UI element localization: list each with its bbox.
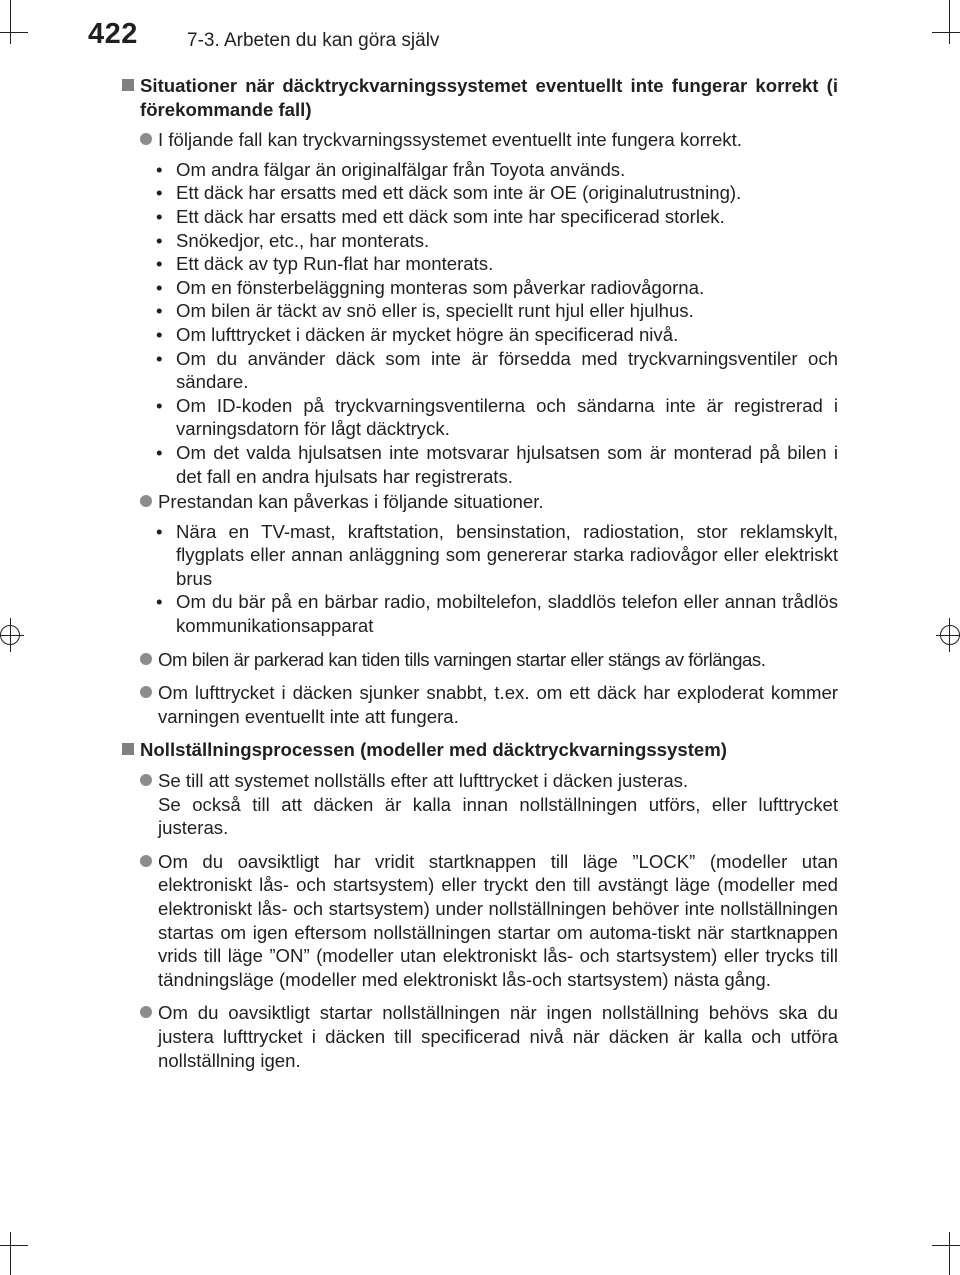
- paragraph: [122, 490, 838, 514]
- list-item: • Om bilen är täckt av snö eller is, speciellt runt hjul eller hjulhus.: [156, 300, 694, 322]
- crop-mark: [10, 1232, 11, 1275]
- list-item: • Om det valda hjulsatsen inte motsvarar hjulsatsen som är monterad på bilen i det fall en andra hjulsats har registrerats.: [156, 441, 838, 487]
- crop-mark: [949, 0, 950, 44]
- page-number: 422: [88, 18, 138, 50]
- crop-mark: [0, 635, 24, 636]
- list-item: • Om ID-koden på tryckvarningsventilerna och sändarna inte är registrerad i varningsdatorn för lågt däcktryck.: [156, 394, 838, 440]
- crop-mark: [0, 1245, 28, 1246]
- paragraph-text: Prestandan kan påverkas i följande situationer.: [158, 491, 544, 513]
- crop-mark: [10, 618, 11, 652]
- square-bullet-icon: [122, 743, 134, 755]
- crop-mark: [949, 1232, 950, 1275]
- paragraph-text: Om bilen är parkerad kan tiden tills varningen startar eller stängs av förlängas.: [158, 648, 766, 670]
- circle-bullet-icon: [140, 653, 152, 665]
- circle-bullet-icon: [140, 855, 152, 867]
- paragraph: [122, 648, 838, 672]
- paragraph-text: I följande fall kan tryckvarningssystemet eventuellt inte fungera korrekt.: [158, 129, 742, 151]
- list-item: • Ett däck har ersatts med ett däck som inte är OE (originalutrustning).: [156, 182, 742, 204]
- page-content: [122, 74, 838, 1072]
- circle-bullet-icon: [140, 133, 152, 145]
- paragraph-text: Om du oavsiktligt startar nollställningen när ingen nollställning behövs ska du justera lufttrycket i däcken till specificerad nivå när däcken är kalla och utföra nollställning igen.: [158, 1002, 838, 1071]
- circle-bullet-icon: [140, 1006, 152, 1018]
- paragraph-text: Se till att systemet nollställs efter att lufttrycket i däcken justeras.: [158, 770, 689, 792]
- square-bullet-icon: [122, 79, 134, 91]
- crop-mark: [936, 635, 960, 636]
- circle-bullet-icon: [140, 686, 152, 698]
- crop-mark: [949, 618, 950, 652]
- paragraph-text: Om lufttrycket i däcken sjunker snabbt, t.ex. om ett däck har exploderat kommer varningen eventuellt inte att fungera.: [158, 682, 838, 727]
- circle-bullet-icon: [140, 774, 152, 786]
- list-item: • Om du använder däck som inte är försedda med tryckvarningsventiler och sändare.: [156, 347, 838, 393]
- crop-mark: [10, 0, 11, 44]
- paragraph: [122, 769, 838, 840]
- list-item: • Om du bär på en bärbar radio, mobiltelefon, sladdlös telefon eller annan trådlös kommunikationsapparat: [156, 591, 838, 637]
- crop-mark: [932, 32, 960, 33]
- section-heading-tpms-malfunction: [122, 74, 838, 121]
- list-item: • Ett däck har ersatts med ett däck som inte har specificerad storlek.: [156, 205, 725, 227]
- crop-mark: [932, 1245, 960, 1246]
- paragraph: [122, 850, 838, 992]
- list-item: • Ett däck av typ Run-flat har monterats.: [156, 253, 494, 275]
- list-item: • Om en fönsterbeläggning monteras som påverkar radiovågorna.: [156, 276, 705, 298]
- section-heading-reset-process: [122, 738, 838, 762]
- paragraph: [122, 1001, 838, 1072]
- paragraph-text: Om du oavsiktligt har vridit startknappen till läge ”LOCK” (modeller utan elektroniskt lås- och startsystem) eller tryckt den till avstängt läge (modeller med elektroniskt lås- och startsystem) under nollställningen behöver inte nollställningen startas om igen eftersom nollställningen startar om automa-tiskt när startknappen vrids till läge ”ON” (modeller utan elektroniskt lås- och startsystem) eller trycks till tändningsläge (modeller med elektroniskt lås-och startsystem) nästa gång.: [158, 850, 838, 990]
- chapter-title: 7-3. Arbeten du kan göra själv: [187, 30, 440, 51]
- section-heading-text: Nollställningsprocessen (modeller med däcktryckvarningssystem): [140, 739, 727, 761]
- paragraph: [122, 681, 838, 728]
- circle-bullet-icon: [140, 495, 152, 507]
- list-item: • Om lufttrycket i däcken är mycket högre än specificerad nivå.: [156, 323, 679, 345]
- section-heading-text: Situationer när däcktryckvarningssystemet eventuellt inte fungerar korrekt (i förekommande fall): [140, 75, 838, 120]
- paragraph: [122, 128, 838, 152]
- crop-mark: [0, 32, 28, 33]
- bullet-list: [122, 520, 838, 638]
- list-item: • Om andra fälgar än originalfälgar från Toyota används.: [156, 158, 626, 180]
- list-item: • Nära en TV-mast, kraftstation, bensinstation, radiostation, stor reklamskylt, flygplats eller annan anläggning som genererar starka radiovågor eller elektriskt brus: [156, 520, 838, 589]
- bullet-list: [122, 158, 838, 488]
- list-item: • Snökedjor, etc., har monterats.: [156, 229, 430, 251]
- paragraph-text: Se också till att däcken är kalla innan nollställningen utförs, eller lufttrycket justeras.: [158, 793, 838, 839]
